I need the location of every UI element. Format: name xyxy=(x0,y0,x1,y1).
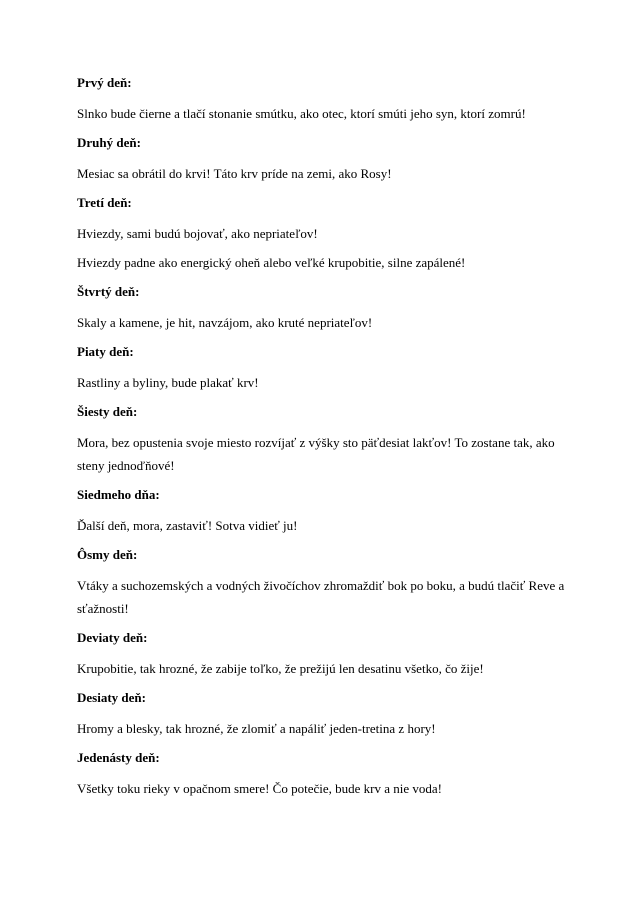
day-paragraph: Mora, bez opustenia svoje miesto rozvíjať z výšky sto päťdesiat lakťov! To zostane tak, ako steny jednoďňové! xyxy=(77,435,555,473)
day-paragraph: Rastliny a byliny, bude plakať krv! xyxy=(77,375,259,390)
day-paragraph: Krupobitie, tak hrozné, že zabije toľko, že prežijú len desatinu všetko, čo žije! xyxy=(77,661,484,676)
day-heading: Desiaty deň: xyxy=(77,690,146,705)
day-paragraph: Všetky toku rieky v opačnom smere! Čo potečie, bude krv a nie voda! xyxy=(77,781,442,796)
day-paragraph: Hviezdy padne ako energický oheň alebo veľké krupobitie, silne zapálené! xyxy=(77,255,466,270)
day-paragraph: Skaly a kamene, je hit, navzájom, ako kruté nepriateľov! xyxy=(77,315,373,330)
day-heading: Ôsmy deň: xyxy=(77,547,138,562)
day-heading: Piaty deň: xyxy=(77,344,134,359)
day-paragraph: Slnko bude čierne a tlačí stonanie smútku, ako otec, ktorí smúti jeho syn, ktorí zomrú! xyxy=(77,106,526,121)
day-paragraph: Hromy a blesky, tak hrozné, že zlomiť a napáliť jeden-tretina z hory! xyxy=(77,721,436,736)
day-heading: Prvý deň: xyxy=(77,75,132,90)
day-paragraph: Vtáky a suchozemských a vodných živočíchov zhromaždiť bok po boku, a budú tlačiť Reve a sťažnosti! xyxy=(77,578,565,616)
day-heading: Štvrtý deň: xyxy=(77,284,140,299)
day-paragraph: Mesiac sa obrátil do krvi! Táto krv príde na zemi, ako Rosy! xyxy=(77,166,392,181)
day-heading: Jedenásty deň: xyxy=(77,750,160,765)
day-heading: Šiesty deň: xyxy=(77,404,138,419)
day-paragraph: Hviezdy, sami budú bojovať, ako nepriateľov! xyxy=(77,226,318,241)
day-heading: Siedmeho dňa: xyxy=(77,487,160,502)
document-content xyxy=(77,75,567,810)
day-heading: Deviaty deň: xyxy=(77,630,148,645)
day-paragraph: Ďalší deň, mora, zastaviť! Sotva vidieť ju! xyxy=(77,518,298,533)
day-heading: Tretí deň: xyxy=(77,195,132,210)
day-heading: Druhý deň: xyxy=(77,135,141,150)
